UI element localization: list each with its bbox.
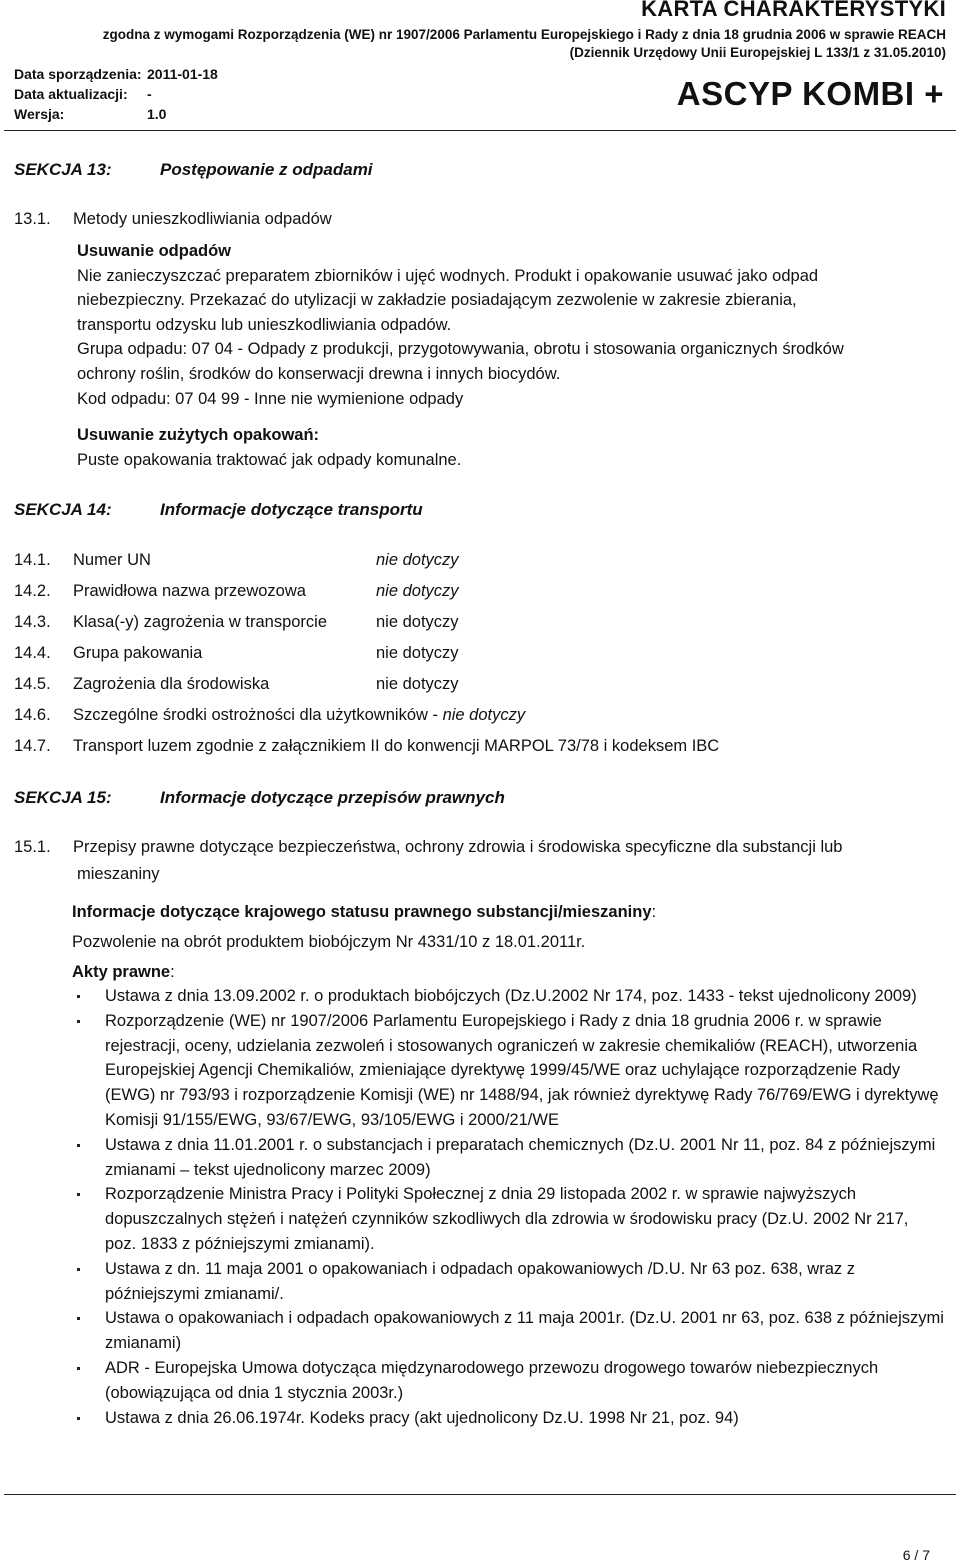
- biocide-permit: Pozwolenie na obrót produktem biobójczym Nr 4331/10 z 18.01.2011r.: [72, 933, 586, 951]
- transport-value: nie dotyczy: [376, 582, 459, 600]
- header-divider: [4, 130, 956, 131]
- list-item: Ustawa z dnia 13.09.2002 r. o produktach biobójczych (Dz.U.2002 Nr 174, poz. 1433 - tekst ujednolicony 2009): [72, 984, 944, 1009]
- legal-acts-heading: Akty prawne:: [72, 963, 175, 981]
- list-item: Ustawa z dnia 11.01.2001 r. o substancjach i preparatach chemicznych (Dz.U. 2001 Nr 11, poz. 84 z późniejszymi zmianami – tekst ujednolicony marzec 2009): [72, 1133, 944, 1183]
- section-14-title: Informacje dotyczące transportu: [160, 500, 423, 519]
- section-15-title: Informacje dotyczące przepisów prawnych: [160, 788, 505, 807]
- transport-value: nie dotyczy: [376, 551, 459, 569]
- list-item: Rozporządzenie (WE) nr 1907/2006 Parlamentu Europejskiego i Rady z dnia 18 grudnia 2006 r. w sprawie rejestracji, oceny, udzielania zezwoleń i stosowanych ograniczeń w zakresie chemikaliów (REACH), utworzenia Europejskiej Agencji Chemikaliów, zmieniające dyrektywę 1999/45/WE oraz uchylające rozporządzenie Rady (EWG) nr 793/93 i rozporządzenie Komisji (WE) nr 1488/94, jak również dyrektywę Rady 76/769/EWG i dyrektywę Komisji 91/155/EWG, 93/67/EWG, 93/105/EWG i 2000/21/WE: [72, 1009, 944, 1133]
- created-date: [14, 66, 218, 82]
- section-14-heading: [14, 500, 423, 520]
- transport-row: 14.1. Numer UN: [14, 551, 151, 569]
- updated-value: -: [147, 86, 152, 102]
- waste-code: Kod odpadu: 07 04 99 - Inne nie wymienione odpady: [77, 389, 464, 408]
- section-13-number: SEKCJA 13:: [14, 160, 112, 179]
- version: [14, 106, 166, 122]
- created-label: Data sporządzenia:: [14, 66, 142, 82]
- document-title: KARTA CHARAKTERYSTYKI: [641, 0, 946, 21]
- version-label: Wersja:: [14, 106, 65, 122]
- waste-group-cont: ochrony roślin, środków do konserwacji drewna i innych biocydów.: [77, 364, 561, 383]
- transport-row: 14.2. Prawidłowa nazwa przewozowa: [14, 582, 306, 600]
- subsection-title: Przepisy prawne dotyczące bezpieczeństwa, ochrony zdrowia i środowiska specyficzne dla substancji lub: [73, 838, 843, 856]
- subsection-title: Metody unieszkodliwiania odpadów: [73, 210, 332, 228]
- section-15-heading: [14, 788, 505, 808]
- packaging-heading: Usuwanie zużytych opakowań:: [77, 426, 320, 445]
- updated-label: Data aktualizacji:: [14, 86, 128, 102]
- list-item: Ustawa z dnia 26.06.1974r. Kodeks pracy (akt ujednolicony Dz.U. 1998 Nr 21, poz. 94): [72, 1406, 944, 1431]
- transport-row: 14.5. Zagrożenia dla środowiska: [14, 675, 270, 693]
- transport-value: nie dotyczy: [442, 706, 526, 724]
- waste-line-3: transportu odzysku lub unieszkodliwiania odpadów.: [77, 315, 452, 334]
- page-number: 6 / 7: [902, 1547, 930, 1563]
- packaging-text: Puste opakowania traktować jak odpady komunalne.: [77, 450, 462, 469]
- waste-group: Grupa odpadu: 07 04 - Odpady z produkcji, przygotowywania, obrotu i stosowania organicznych środków: [77, 340, 844, 359]
- transport-value: nie dotyczy: [376, 675, 459, 693]
- list-item: ADR - Europejska Umowa dotycząca międzynarodowego przewozu drogowego towarów niebezpiecznych (obowiązująca od dnia 1 stycznia 2003r.): [72, 1356, 944, 1406]
- list-item: Rozporządzenie Ministra Pracy i Polityki Społecznej z dnia 29 listopada 2002 r. w sprawie najwyższych dopuszczalnych stężeń i natężeń czynników szkodliwych dla zdrowia w środowisku pracy (Dz.U. 2002 Nr 217, poz. 1833 z późniejszymi zmianami).: [72, 1182, 944, 1256]
- subsection-number: 15.1.: [14, 838, 51, 856]
- section-14-number: SEKCJA 14:: [14, 500, 112, 519]
- subsection-13-1: [14, 210, 332, 229]
- transport-value: nie dotyczy: [376, 613, 459, 631]
- waste-line-2: niebezpieczny. Przekazać do utylizacji w zakładzie posiadającym zezwolenie w zakresie zbierania,: [77, 291, 797, 310]
- created-value: 2011-01-18: [147, 66, 218, 82]
- product-name: ASCYP KOMBI +: [676, 75, 944, 112]
- section-13-title: Postępowanie z odpadami: [160, 160, 373, 179]
- section-15-number: SEKCJA 15:: [14, 788, 112, 807]
- footer-divider: [4, 1494, 956, 1495]
- section-13-heading: [14, 160, 373, 180]
- transport-row-bulk: 14.7. Transport luzem zgodnie z załącznikiem II do konwencji MARPOL 73/78 i kodeksem IBC: [14, 737, 720, 755]
- legal-acts-list: [72, 984, 944, 1430]
- transport-value: nie dotyczy: [376, 644, 459, 662]
- waste-line-1: Nie zanieczyszczać preparatem zbiorników i ujęć wodnych. Produkt i opakowanie usuwać jako odpad: [77, 266, 819, 285]
- subsection-number: 13.1.: [14, 210, 51, 228]
- waste-disposal-block: [77, 239, 946, 472]
- transport-row: 14.3. Klasa(-y) zagrożenia w transporcie: [14, 613, 328, 631]
- list-item: Ustawa o opakowaniach i odpadach opakowaniowych z 11 maja 2001r. (Dz.U. 2001 nr 63, poz. 638 z późniejszymi zmianami): [72, 1306, 944, 1356]
- subsection-title-cont: mieszaniny: [77, 865, 160, 883]
- subsection-15-1: [14, 838, 842, 857]
- updated-date: [14, 86, 152, 102]
- list-item: Ustawa z dn. 11 maja 2001 o opakowaniach i odpadach opakowaniowych /D.U. Nr 63 poz. 638, wraz z późniejszymi zmianami/.: [72, 1257, 944, 1307]
- transport-row-special-precautions: 14.6. Szczególne środki ostrożności dla użytkowników - nie dotyczy: [14, 706, 526, 724]
- version-value: 1.0: [147, 106, 167, 122]
- national-status-heading: Informacje dotyczące krajowego statusu prawnego substancji/mieszaniny:: [72, 903, 657, 921]
- waste-disposal-heading: Usuwanie odpadów: [77, 242, 232, 260]
- regulation-line-2: (Dziennik Urzędowy Unii Europejskiej L 133/1 z 31.05.2010): [569, 45, 946, 60]
- regulation-line-1: zgodna z wymogami Rozporządzenia (WE) nr 1907/2006 Parlamentu Europejskiego i Rady z dnia 18 grudnia 2006 w sprawie REACH: [102, 27, 946, 42]
- transport-row: 14.4. Grupa pakowania: [14, 644, 203, 662]
